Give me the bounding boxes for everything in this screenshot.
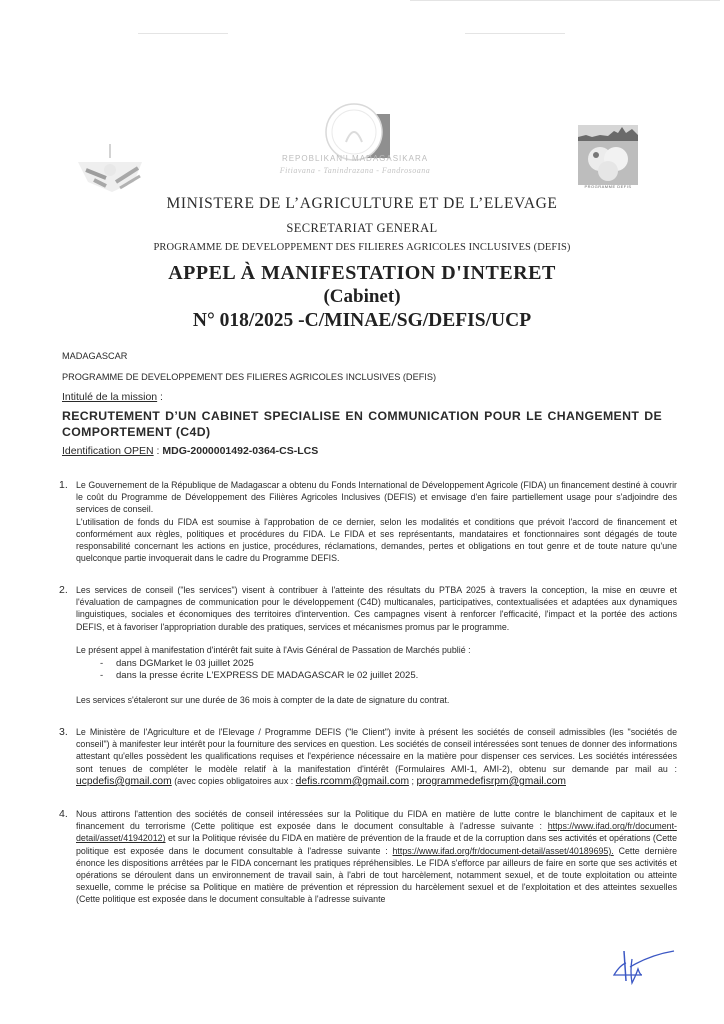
identification-row [62, 445, 318, 457]
policy-link-1[interactable]: https://www.ifad.org/fr/document-detail/asset/41942012) [76, 821, 677, 844]
document-subtitle: (Cabinet) [323, 286, 401, 307]
seal-motto: Fitiavana - Tanindrazana - Fandrosoana [279, 166, 431, 175]
publication-item: - dans DGMarket le 03 juillet 2025 [100, 658, 677, 670]
scan-artifact [410, 0, 720, 1]
publication-item: - dans la presse écrite L'EXPRESS DE MADAGASCAR le 02 juillet 2025. [100, 670, 677, 682]
secretariat-heading: SECRETARIAT GENERAL [286, 221, 438, 235]
identification-label: Identification OPEN [62, 445, 154, 457]
paragraph-text: Nous attirons l'attention des sociétés de conseil intéressées sur la Politique du FIDA en matière de lutte contre le blanchiment de capitaux et le financement du terrorisme (Cette politique est exposée dans le document consultable à l'adresse suivante : [76, 809, 677, 832]
identification-value: MDG-2000001492-0364-CS-LCS [162, 445, 319, 457]
paragraph-text: L'utilisation de fonds du FIDA est soumise à l'approbation de ce dernier, selon les modalités et conditions que prévoit l'accord de financement et conformément aux règles, politiques et procédures du FIDA. Le FIDA et ses représentants, mandataires et fonctionnaires sont dégagés de toute responsabilité concernant les actions en justice, procédures, réclamations, demandes, pertes et obligations en tout genre et de toute nature qu'une quelconque partie invoquerait dans le cadre du Programme DEFIS. [76, 516, 677, 564]
programme-heading: PROGRAMME DE DEVELOPPEMENT DES FILIERES AGRICOLES INCLUSIVES (DEFIS) [153, 242, 571, 253]
paragraph-2 [59, 584, 677, 706]
paragraph-number: 3. [59, 726, 68, 738]
mission-label: Intitulé de la mission [62, 391, 158, 403]
mission-separator: : [157, 391, 163, 403]
mission-label-row [62, 391, 163, 403]
mission-title: RECRUTEMENT D’UN CABINET SPECIALISE EN COMMUNICATION POUR LE CHANGEMENT DE COMPORTEMENT (C4D) [62, 409, 662, 439]
paragraph-text: Les services de conseil ("les services") visent à contribuer à l'atteinte des résultats du PTBA 2025 à travers la conception, la mise en œuvre et l'évaluation de campagnes de communication pour le développement (C4D) multicanales, participatives, contextualisées et adaptées aux dynamiques linguistiques, sociales et économiques des territoires d'intervention. Ces campagnes visent à renforcer l'efficacité, l'impact et la portée des actions DEFIS, et à favoriser l'appropriation durable des pratiques, services et mécanismes promus par le programme. [76, 585, 677, 632]
madagascar-seal-icon [300, 102, 420, 162]
paragraph-text: et sur la Politique révisée du FIDA en matière de prévention de la fraude et de la corruption dans ses activités et opérations (Cette politique est exposée dans le document consultable à l'adresse suivante : [76, 833, 677, 856]
paragraph-number: 2. [59, 584, 68, 596]
defis-logo-caption: PROGRAMME DEFIS [584, 184, 632, 189]
programme-label: PROGRAMME DE DEVELOPPEMENT DES FILIERES AGRICOLES INCLUSIVES (DEFIS) [62, 372, 437, 382]
paragraph-text: Le présent appel à manifestation d'intérêt fait suite à l'Avis Général de Passation de Marchés publié : [76, 644, 471, 655]
scan-artifact [138, 33, 228, 34]
document-title: APPEL À MANIFESTATION D'INTERET [168, 262, 556, 284]
paragraph-text: (avec copies obligatoires aux : [171, 775, 296, 786]
signature-icon [610, 945, 680, 1005]
paragraph-text: Les services s'étaleront sur une durée de 36 mois à compter de la date de signature du contrat. [76, 695, 450, 706]
ministry-logo-icon [72, 140, 152, 200]
separator: ; [409, 775, 417, 786]
scan-artifact [465, 33, 565, 34]
paragraph-text: Le Ministère de l'Agriculture et de l'Elevage / Programme DEFIS ("le Client") invite à présent les sociétés de conseil admissibles (les "sociétés de conseil") à manifester leur intérêt pour la fourniture des services en question. Les sociétés de conseil intéressées sont tenues de donner des informations attestant qu'elles possèdent les qualifications requises et l'expérience nécessaire en la matière pour dispenser ces services. Les sociétés intéressées sont tenues de compléter le modèle relatif à la manifestation d'intérêt (Formulaires AMI-1, AMI-2), obtenu sur demande par mail au : [76, 727, 677, 774]
paragraph-number: 1. [59, 479, 68, 491]
publication-list [76, 658, 677, 682]
email-link-main[interactable]: ucpdefis@gmail.com [76, 775, 172, 787]
paragraph-4 [59, 808, 677, 906]
email-link-cc2[interactable]: programmedefisrpm@gmail.com [416, 775, 566, 787]
country-label: MADAGASCAR [62, 351, 128, 361]
document-reference: N° 018/2025 -C/MINAE/SG/DEFIS/UCP [192, 310, 532, 331]
paragraph-number: 4. [59, 808, 68, 820]
paragraph-1 [59, 479, 677, 564]
paragraph-text: Cette dernière énonce les dispositions arrêtées par le FIDA concernant les pratiques répréhensibles. Le FIDA s'efforce par ailleurs de faire en sorte que ses activités et opérations se déroulent dans un environnement de travail sain, à l'abri de tout harcèlement, notamment sexuel, et de toute exploitation ou atteinte sexuelle, comme le précise sa Politique en matière de prévention et répression du harcèlement sexuel et de l'exploitation et des atteintes sexuelles (Cette politique est exposée dans le document consultable à l'adresse suivante [76, 845, 678, 905]
identification-separator: : [153, 445, 163, 457]
paragraph-3 [59, 726, 677, 788]
defis-logo-icon [578, 125, 638, 185]
policy-link-2[interactable]: https://www.ifad.org/fr/document-detail/asset/40189695). [392, 845, 614, 856]
email-link-cc1[interactable]: defis.rcomm@gmail.com [295, 775, 410, 787]
ministry-heading: MINISTERE DE L’AGRICULTURE ET DE L’ELEVAGE [166, 195, 558, 212]
paragraph-text: Le Gouvernement de la République de Madagascar a obtenu du Fonds International de Développement Agricole (FIDA) un financement destiné à couvrir le coût du Programme de Développement des Filières Agricoles Inclusives (DEFIS) et envisage d'en faire partiellement usage pour s'adjoindre des services de conseil. [76, 480, 677, 515]
seal-caption: REPOBLIKAN'I MADAGASIKARA [281, 154, 429, 163]
